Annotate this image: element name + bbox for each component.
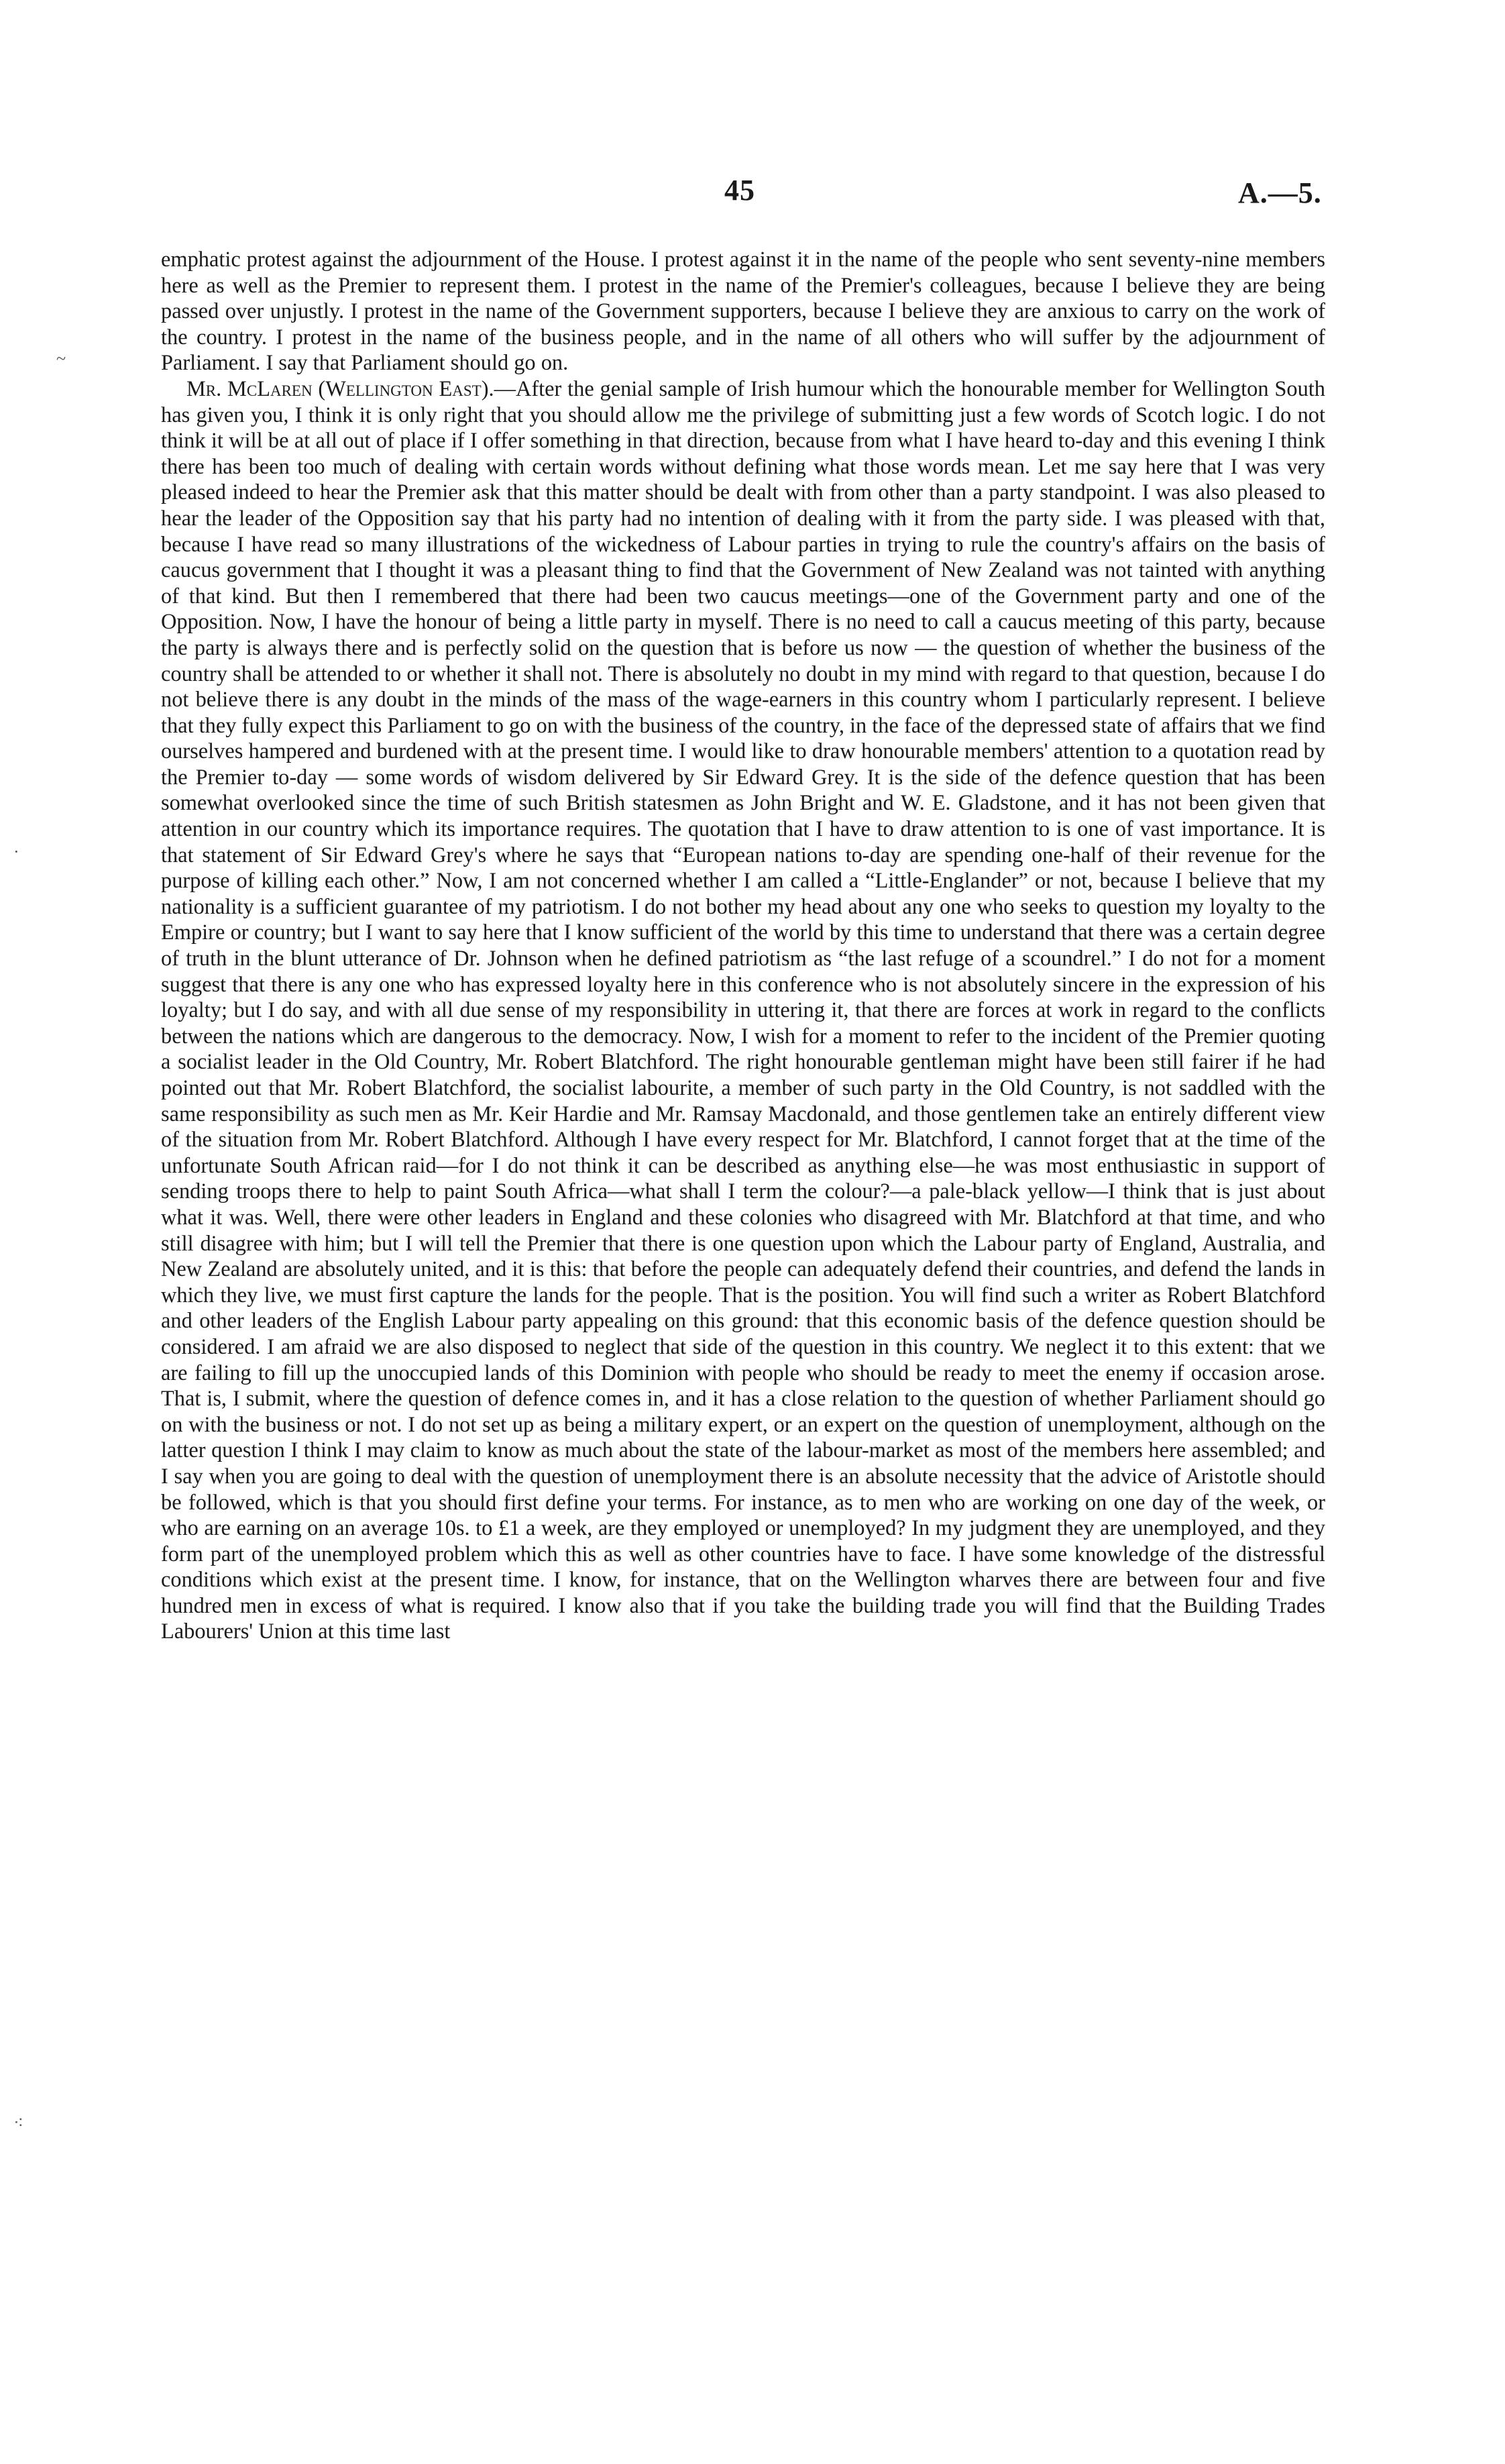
speaker-name: Mr. McLaren (Wellington East). (186, 376, 494, 401)
margin-mark: ⁖ (13, 2113, 24, 2133)
paper-reference: A.—5. (1238, 176, 1322, 209)
margin-mark: · (13, 842, 19, 861)
paragraph-text: —After the genial sample of Irish humour which the honourable member for Wellington South has given you, I think it is only right that you should allow me the privilege of submitting just a few words of Scotch logic. I do not think it will be at all out of place if I offer something in that direction, because from what I have heard to-day and this evening I think there has been too much of dealing with certain words without defining what those words mean. Let me say here that I was very pleased indeed to hear the Premier ask that this matter should be dealt with from other than a party standpoint. I was also pleased to hear the leader of the Opposition say that his party had no intention of dealing with it from the party side. I was pleased with that, because I have read so many illustrations of the wickedness of Labour parties in trying to rule the country's affairs on the basis of caucus government that I thought it was a pleasant thing to find that the Government of New Zealand was not tainted with anything of that kind. But then I remembered that there had been two caucus meetings—one of the Government party and one of the Opposition. Now, I have the honour of being a little party in myself. There is no need to call a caucus meeting of this party, because the party is always there and is perfectly solid on the question that is before us now — the question of whether the business of the country shall be attended to or whether it shall not. There is absolutely no doubt in my mind with regard to that question, because I do not believe there is any doubt in the minds of the mass of the wage-earners in this country whom I particularly represent. I believe that they fully expect this Parliament to go on with the business of the country, in the face of the depressed state of affairs that we find ourselves hampered and burdened with at the present time. I would like to draw honourable members' attention to a quotation read by the Premier to-day — some words of wisdom delivered by Sir Edward Grey. It is the side of the defence question that has been somewhat overlooked since the time of such British statesmen as John Bright and W. E. Gladstone, and it has not been given that attention in our country which its importance requires. The quotation that I have to draw attention to is one of vast importance. It is that statement of Sir Edward Grey's where he says that “European nations to-day are spending one-half of their revenue for the purpose of killing each other.” Now, I am not concerned whether I am called a “Little-Englander” or not, because I believe that my nationality is a sufficient guarantee of my patriotism. I do not bother my head about any one who seeks to question my loyalty to the Empire or country; but I want to say here that I know sufficient of the world by this time to understand that there was a certain degree of truth in the blunt utterance of Dr. Johnson when he defined patriotism as “the last refuge of a scoundrel.” I do not for a moment suggest that there is any one who has expressed loyalty here in this conference who is not absolutely sincere in the expression of his loyalty; but I do say, and with all due sense of my responsibility in uttering it, that there are forces at work in regard to the conflicts between the nations which are dangerous to the democracy. Now, I wish for a moment to refer to the incident of the Premier quoting a socialist leader in the Old Country, Mr. Robert Blatchford. The right honourable gentleman might have been still fairer if he had pointed out that Mr. Robert Blatchford, the socialist labourite, a member of such party in the Old Country, is not saddled with the same responsibility as such men as Mr. Keir Hardie and Mr. Ramsay Macdonald, and those gentlemen take an entirely different view of the situation from Mr. Robert Blatchford. Although I have every respect for Mr. Blatchford, I cannot forget that at the time of the unfortunate South African raid—for I do not think it can be described as anything else—he was most enthusiastic in support of sending troops there to help to paint South Africa—what shall I term the colour?—a pale-black yellow—I think that is just about what it was. Well, there were other leaders in England and these colonies who disagreed with Mr. Blatchford at that time, and who still disagree with him; but I will tell the Premier that there is one question upon which the Labour party of England, Australia, and New Zealand are absolutely united, and it is this: that before the people can adequately defend their countries, and defend the lands in which they live, we must first capture the lands for the people. That is the position. You will find such a writer as Robert Blatchford and other leaders of the English Labour party appealing on this ground: that this economic basis of the defence question should be considered. I am afraid we are also disposed to neglect that side of the question in this country. We neglect it to this extent: that we are failing to fill up the unoccupied lands of this Dominion with people who should be ready to meet the enemy if occasion arose. That is, I submit, where the question of defence comes in, and it has a close relation to the question of whether Parliament should go on with the business or not. I do not set up as being a military expert, or an expert on the question of unemployment, although on the latter question I think I may claim to know as much about the state of the labour-market as most of the members here assembled; and I say when you are going to deal with the question of unemployment there is an absolute necessity that the advice of Aristotle should be followed, which is that you should first define your terms. For instance, as to men who are working on one day of the week, or who are earning on an average 10s. to £1 a week, are they employed or unemployed? In my judgment they are unemployed, and they form part of the unemployed problem which this as well as other countries have to face. I have some knowledge of the distressful conditions which exist at the present time. I know, for instance, that on the Wellington wharves there are between four and five hundred men in excess of what is required. I know also that if you take the building trade you will find that the Building Trades Labourers' Union at this time last (161, 376, 1326, 1644)
paragraph-speech (161, 376, 1325, 1645)
margin-mark: ~ (56, 349, 66, 368)
page-number: 45 (724, 174, 755, 207)
body-text (161, 247, 1325, 1645)
paragraph-continuation (161, 247, 1325, 376)
page-header (0, 173, 1505, 220)
paragraph-text: emphatic protest against the adjournment of the House. I protest against it in the name of the people who sent seventy-nine members here as well as the Premier to represent them. I protest in the name of the Premier's colleagues, because I believe they are being passed over unjustly. I protest in the name of the Government supporters, because I believe they are anxious to carry on the work of the country. I protest in the name of the business people, and in the name of all others who will suffer by the adjournment of Parliament. I say that Parliament should go on. (161, 248, 1325, 376)
